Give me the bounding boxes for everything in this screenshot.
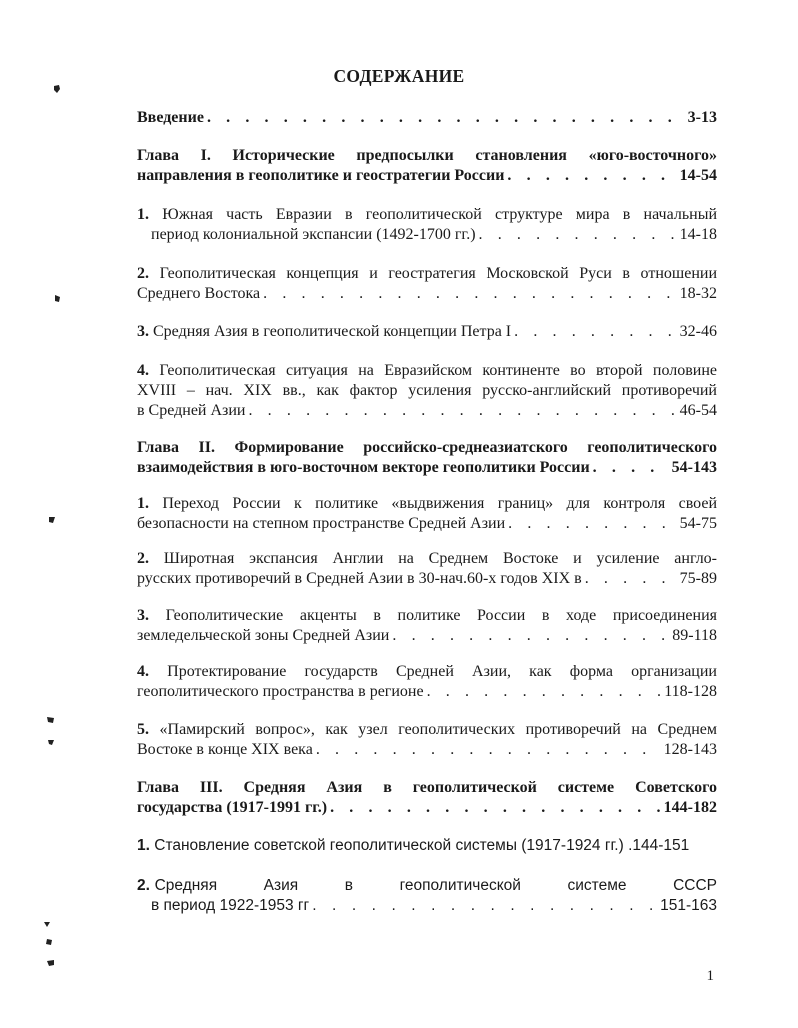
- section-number: 5.: [137, 721, 149, 738]
- toc-entry-line: Переход России к политике «выдвижения границ» для контроля своей: [162, 495, 717, 512]
- toc-entry-section-2-2: [137, 549, 717, 589]
- toc-entry-line: Геополитическая концепция и геостратегия Московской Руси в отношении: [159, 265, 717, 282]
- toc-entry-line: государства (1917-1991 гг.): [137, 799, 328, 816]
- toc-entry-line: геополитического пространства в регионе: [137, 683, 424, 700]
- section-number: 1.: [137, 495, 149, 512]
- dot-leader: [585, 569, 677, 589]
- toc-page-range: 118-128: [664, 683, 717, 700]
- scan-speck: [42, 920, 52, 930]
- toc-entry-section-3-1: [137, 836, 717, 856]
- section-number: 4.: [137, 362, 149, 379]
- toc-entry-line: в период 1922-1953 гг: [151, 897, 310, 914]
- scan-speck: [47, 515, 57, 525]
- toc-entry-line: «Памирский вопрос», как узел геополитических противоречий на Среднем: [159, 721, 718, 738]
- scan-speck: [46, 715, 56, 725]
- toc-entry-line: XVIII – нач. XIX вв., как фактор усиления русско-английский противоречий: [137, 382, 717, 399]
- toc-page-range: 89-118: [672, 627, 717, 644]
- dot-leader: [312, 896, 657, 916]
- toc-entry-chapter-1: [137, 146, 717, 186]
- toc-page-range: 14-54: [679, 167, 717, 184]
- toc-page-range: 46-54: [679, 402, 717, 419]
- dot-leader: [593, 458, 669, 478]
- toc-page-range: 14-18: [679, 226, 717, 243]
- toc-entry-line: Широтная экспансия Англии на Среднем Востоке и усиление англо-: [163, 550, 718, 567]
- dot-leader: [248, 401, 676, 421]
- toc-entry-title: Введение: [137, 109, 204, 126]
- toc-entry-line: русских противоречий в Средней Азии в 30-нач.60-х годов XIX в: [137, 570, 582, 587]
- dot-leader: [392, 626, 669, 646]
- page-number: 1: [706, 968, 714, 984]
- section-number: 4.: [137, 663, 149, 680]
- toc-page-range: .144-151: [628, 837, 690, 854]
- toc-entry-line: безопасности на степном пространстве Средней Азии: [137, 515, 506, 532]
- toc-entry-line: Глава III. Средняя Азия в геополитической системе Советского: [137, 779, 717, 796]
- section-number: 3.: [137, 323, 149, 340]
- toc-entry-line: Среднего Востока: [137, 285, 261, 302]
- toc-page-range: 75-89: [679, 570, 717, 587]
- toc-entry-line: Средняя Азия в геополитической концепции Петра I: [153, 323, 512, 340]
- toc-entry-line: Южная часть Евразии в геополитической структуре мира в начальный: [162, 206, 718, 223]
- toc-entry-line: земледельческой зоны Средней Азии: [137, 627, 390, 644]
- toc-page-range: 144-182: [663, 799, 717, 816]
- toc-entry-line: в Средней Азии: [137, 402, 246, 419]
- toc-page-range: 32-46: [679, 323, 717, 340]
- dot-leader: [508, 514, 677, 534]
- toc-page-range: 54-143: [671, 459, 717, 476]
- toc-entry-section-2-4: [137, 662, 717, 702]
- scan-speck: [46, 738, 56, 748]
- toc-entry-section-1-1: [137, 205, 717, 245]
- toc-entry-line: период колониальной экспансии (1492-1700 гг.): [151, 226, 476, 243]
- toc-entry-line: направления в геополитике и геостратегии России: [137, 167, 505, 184]
- toc-page-range: 128-143: [663, 741, 717, 758]
- section-number: 3.: [137, 607, 149, 624]
- toc-entry-section-2-3: [137, 606, 717, 646]
- section-number: 1.: [137, 837, 150, 854]
- dot-leader: [263, 284, 677, 304]
- toc-entry-chapter-2: [137, 438, 717, 478]
- toc-page-range: 54-75: [679, 515, 717, 532]
- toc-page-range: 151-163: [660, 897, 717, 914]
- dot-leader: [427, 682, 662, 702]
- dot-leader: [207, 108, 685, 128]
- section-number: 2.: [137, 265, 149, 282]
- toc-entry-line: Глава I. Исторические предпосылки становления «юго-восточного»: [137, 147, 717, 164]
- dot-leader: [479, 225, 677, 245]
- section-number: 2.: [137, 550, 149, 567]
- scan-speck: [52, 84, 62, 94]
- toc-page-range: 18-32: [679, 285, 717, 302]
- scan-speck: [44, 937, 54, 947]
- scan-speck: [46, 958, 56, 968]
- toc-entry-line: Становление советской геополитической системы (1917-1924 гг.): [154, 837, 624, 854]
- dot-leader: [507, 166, 676, 186]
- dot-leader: [316, 740, 661, 760]
- toc-entry-line: Глава II. Формирование российско-среднеазиатского геополитического: [137, 439, 717, 456]
- section-number: 2.: [137, 877, 150, 894]
- toc-entry-section-2-1: [137, 494, 717, 534]
- toc-entry-introduction: [137, 108, 717, 128]
- dot-leader: [330, 798, 661, 818]
- toc-entry-line: Геополитические акценты в политике России в ходе присоединения: [165, 607, 717, 624]
- toc-entry-section-1-4: [137, 361, 717, 421]
- page-title: СОДЕРЖАНИЕ: [333, 66, 465, 86]
- toc-entry-line: взаимодействия в юго-восточном векторе геополитики России: [137, 459, 590, 476]
- dot-leader: [514, 322, 677, 342]
- toc-entry-chapter-3: [137, 778, 717, 818]
- toc-entry-line: Протектирование государств Средней Азии, как форма организации: [167, 663, 717, 680]
- section-number: 1.: [137, 206, 149, 223]
- scan-speck: [52, 294, 62, 304]
- toc-entry-section-1-3: [137, 322, 717, 342]
- toc-entry-section-3-2: [137, 876, 717, 916]
- toc-entry-line: Средняя Азия в геополитической системе СССР: [154, 877, 717, 894]
- toc-page-range: 3-13: [687, 109, 717, 126]
- toc-entry-section-2-5: [137, 720, 717, 760]
- toc-entry-line: Востоке в конце XIX века: [137, 741, 313, 758]
- toc-entry-line: Геополитическая ситуация на Евразийском континенте во второй половине: [159, 362, 717, 379]
- toc-entry-section-1-2: [137, 264, 717, 304]
